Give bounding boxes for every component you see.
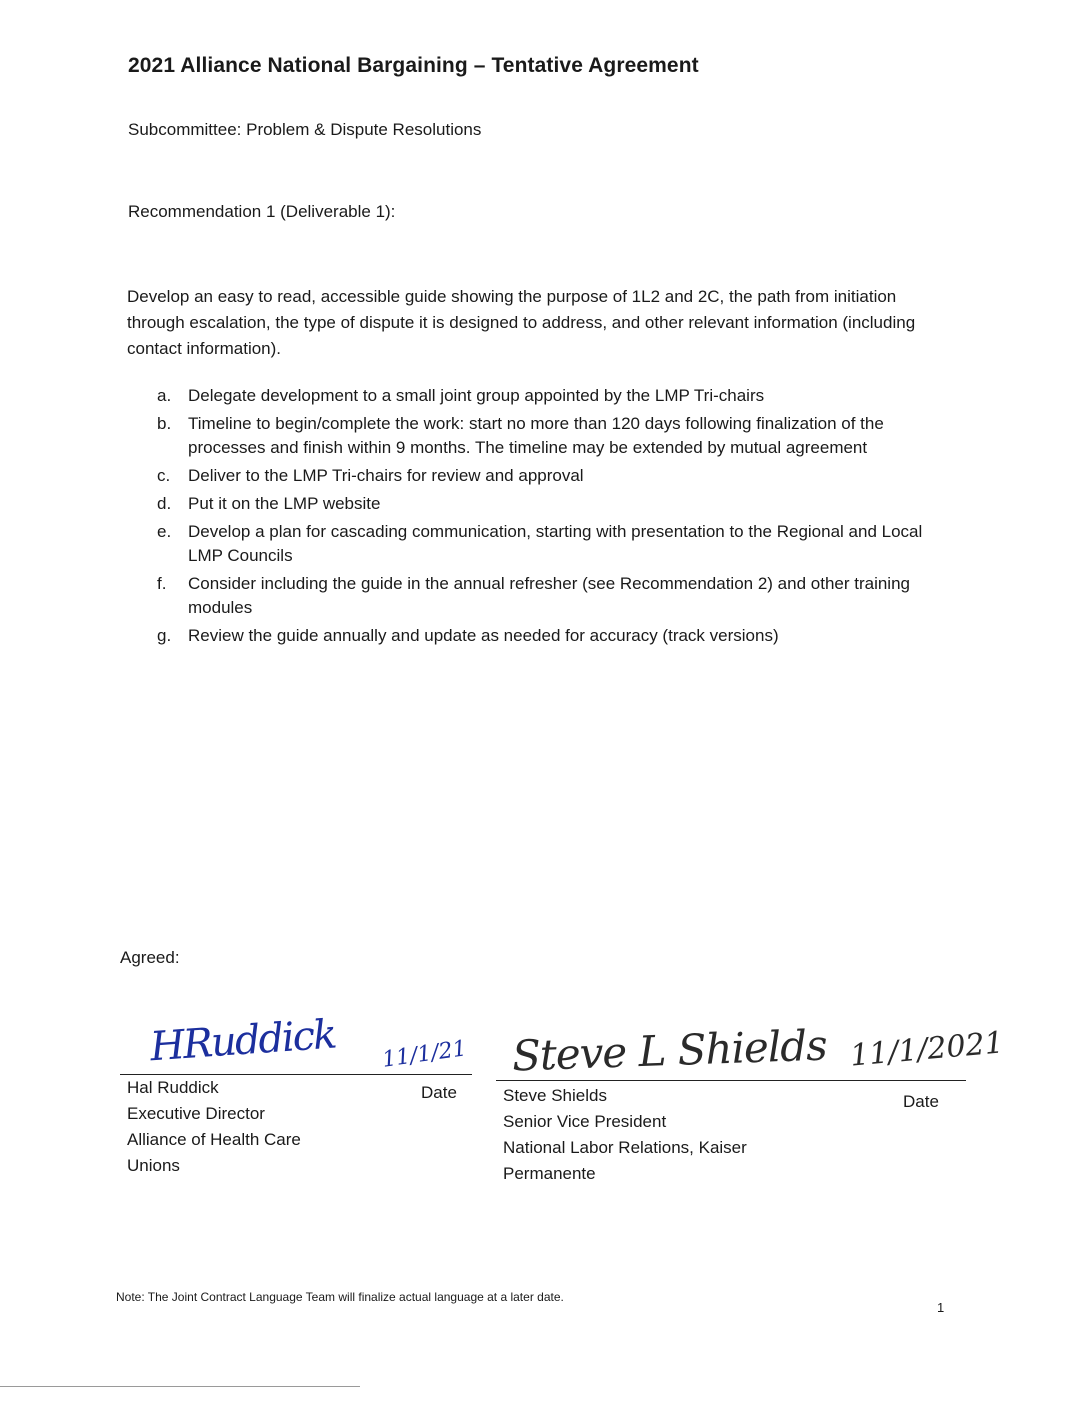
- list-item: [157, 384, 957, 408]
- left-signer-block: [127, 1075, 301, 1179]
- item-text: Delegate development to a small joint group appointed by the LMP Tri-chairs: [188, 386, 765, 405]
- left-signature: HRuddick: [148, 1011, 337, 1071]
- right-signature: Steve L Shields: [511, 1020, 828, 1081]
- subcommittee-line: Subcommittee: Problem & Dispute Resolutions: [128, 120, 482, 139]
- right-signer-block: [503, 1083, 747, 1187]
- intro-paragraph: Develop an easy to read, accessible guide showing the purpose of 1L2 and 2C, the path from initiation through escalation, the type of dispute it is designed to address, and other relevant information (including contact information).: [127, 287, 916, 358]
- right-signer-title: Senior Vice President: [503, 1112, 667, 1131]
- item-marker: g.: [157, 626, 172, 645]
- right-signature-line: [496, 1080, 966, 1081]
- item-marker: b.: [157, 414, 172, 433]
- right-signer-name: Steve Shields: [503, 1086, 607, 1105]
- item-text: Timeline to begin/complete the work: start no more than 120 days following finalization of the processes and finish within 9 months. The timeline may be extended by mutual agreement: [188, 414, 884, 457]
- left-signer-org: Alliance of Health Care: [127, 1130, 301, 1149]
- item-marker: d.: [157, 494, 172, 513]
- recommendation-items: [157, 384, 957, 652]
- left-date-label: Date: [421, 1083, 457, 1102]
- right-signer-org: National Labor Relations, Kaiser: [503, 1138, 747, 1157]
- item-marker: c.: [157, 466, 171, 485]
- right-date-label: Date: [903, 1092, 939, 1111]
- right-handwritten-date: 11/1/2021: [848, 1025, 1006, 1074]
- item-text: Develop a plan for cascading communication, starting with presentation to the Regional and Local LMP Councils: [188, 522, 923, 565]
- list-item: [157, 520, 957, 568]
- left-signer-org-cont: Unions: [127, 1156, 180, 1175]
- page-number: 1: [937, 1300, 945, 1315]
- item-marker: a.: [157, 386, 172, 405]
- left-signer-title: Executive Director: [127, 1104, 265, 1123]
- list-item: [157, 572, 957, 620]
- list-item: [157, 412, 957, 460]
- right-signer-org-cont: Permanente: [503, 1164, 596, 1183]
- item-text: Deliver to the LMP Tri-chairs for review and approval: [188, 466, 584, 485]
- list-item: [157, 492, 957, 516]
- agreed-label: Agreed:: [120, 948, 180, 967]
- list-item: [157, 624, 957, 648]
- footer-note: Note: The Joint Contract Language Team will finalize actual language at a later date.: [116, 1290, 564, 1304]
- item-text: Review the guide annually and update as needed for accuracy (track versions): [188, 626, 779, 645]
- item-text: Consider including the guide in the annual refresher (see Recommendation 2) and other training modules: [188, 574, 910, 617]
- scan-edge-line: [0, 1386, 360, 1387]
- recommendation-heading: Recommendation 1 (Deliverable 1):: [128, 202, 396, 221]
- item-text: Put it on the LMP website: [188, 494, 381, 513]
- item-marker: f.: [157, 574, 167, 593]
- left-signer-name: Hal Ruddick: [127, 1078, 219, 1097]
- left-handwritten-date: 11/1/21: [380, 1036, 469, 1073]
- page-title: 2021 Alliance National Bargaining – Tentative Agreement: [128, 54, 699, 77]
- item-marker: e.: [157, 522, 172, 541]
- list-item: [157, 464, 957, 488]
